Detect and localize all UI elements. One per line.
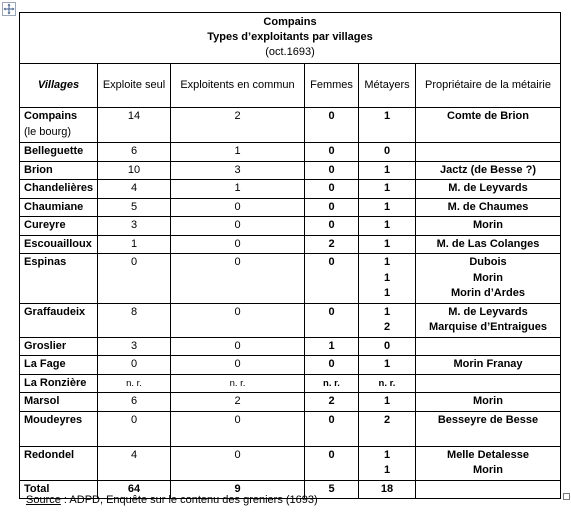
table-row: [20, 374, 561, 393]
proprietaire-cell: Comte de Brion: [416, 108, 561, 143]
seul-cell: 0: [98, 411, 171, 446]
commun-cell: 0: [171, 198, 305, 217]
femmes-cell: 0: [305, 356, 359, 375]
table-row: [20, 337, 561, 356]
femmes-cell: 0: [305, 161, 359, 180]
metayers-cell: 1 2: [359, 303, 416, 337]
village-cell: Espinas: [20, 254, 98, 304]
metayers-cell: 1: [359, 235, 416, 254]
table-row: [20, 198, 561, 217]
proprietaire-cell: M. de Chaumes: [416, 198, 561, 217]
femmes-cell: 0: [305, 217, 359, 236]
metayers-cell: 1: [359, 356, 416, 375]
proprietaire-cell: Dubois Morin Morin d’Ardes: [416, 254, 561, 304]
table-row: [20, 235, 561, 254]
metayers-cell: 1: [359, 393, 416, 412]
title-line-2: Types d’exploitants par villages: [207, 31, 373, 43]
proprietaire-cell: M. de Las Colanges: [416, 235, 561, 254]
femmes-cell: 0: [305, 254, 359, 304]
village-cell: Brion: [20, 161, 98, 180]
commun-cell: 0: [171, 446, 305, 480]
metayers-cell: 1: [359, 180, 416, 199]
metayers-cell: 1: [359, 108, 416, 143]
metayers-cell: 1: [359, 217, 416, 236]
header-row: [20, 64, 561, 108]
commun-cell: 0: [171, 411, 305, 446]
total-proprietaire: [416, 480, 561, 499]
header-metayers: Métayers: [359, 64, 416, 108]
metayers-cell: 1: [359, 198, 416, 217]
table-row: [20, 143, 561, 162]
commun-cell: 2: [171, 393, 305, 412]
femmes-cell: n. r.: [305, 374, 359, 393]
proprietaire-cell: Morin: [416, 393, 561, 412]
table-row: [20, 446, 561, 480]
village-cell: Escouailloux: [20, 235, 98, 254]
source-label: Source: [26, 494, 61, 506]
village-cell: Graffaudeix: [20, 303, 98, 337]
village-cell: La Fage: [20, 356, 98, 375]
metayers-cell: n. r.: [359, 374, 416, 393]
village-cell: Chandelières: [20, 180, 98, 199]
femmes-cell: 0: [305, 198, 359, 217]
village-cell: Chaumiane: [20, 198, 98, 217]
title-date: (oct.1693): [265, 46, 315, 58]
table-title: [20, 13, 561, 64]
commun-cell: n. r.: [171, 374, 305, 393]
commun-cell: 1: [171, 143, 305, 162]
table-move-handle-icon[interactable]: [2, 2, 16, 16]
femmes-cell: 0: [305, 303, 359, 337]
header-proprietaire: Propriétaire de la métairie: [416, 64, 561, 108]
source-note: [26, 494, 318, 506]
seul-cell: 4: [98, 446, 171, 480]
village-cell: Belleguette: [20, 143, 98, 162]
seul-cell: 3: [98, 337, 171, 356]
table-row: [20, 217, 561, 236]
commun-cell: 0: [171, 235, 305, 254]
villages-table: [19, 12, 561, 499]
commun-cell: 0: [171, 254, 305, 304]
metayers-cell: 1 1: [359, 446, 416, 480]
total-commun: 9: [171, 480, 305, 499]
total-seul: 64: [98, 480, 171, 499]
proprietaire-cell: M. de Leyvards: [416, 180, 561, 199]
proprietaire-cell: Besseyre de Besse: [416, 411, 561, 446]
seul-cell: 0: [98, 356, 171, 375]
femmes-cell: 2: [305, 235, 359, 254]
seul-cell: 3: [98, 217, 171, 236]
village-cell: Groslier: [20, 337, 98, 356]
table-row: [20, 161, 561, 180]
seul-cell: 14: [98, 108, 171, 143]
seul-cell: 5: [98, 198, 171, 217]
header-villages: Villages: [20, 64, 98, 108]
seul-cell: 6: [98, 143, 171, 162]
proprietaire-cell: Morin Franay: [416, 356, 561, 375]
commun-cell: 0: [171, 337, 305, 356]
title-line-1: Compains: [263, 16, 317, 28]
seul-cell: 8: [98, 303, 171, 337]
commun-cell: 0: [171, 303, 305, 337]
metayers-cell: 0: [359, 337, 416, 356]
seul-cell: 0: [98, 254, 171, 304]
metayers-cell: 2: [359, 411, 416, 446]
proprietaire-cell: [416, 143, 561, 162]
metayers-cell: 1 1 1: [359, 254, 416, 304]
commun-cell: 3: [171, 161, 305, 180]
femmes-cell: 1: [305, 337, 359, 356]
village-cell: Cureyre: [20, 217, 98, 236]
table-row: [20, 411, 561, 446]
table-row: [20, 303, 561, 337]
femmes-cell: 0: [305, 180, 359, 199]
seul-cell: 4: [98, 180, 171, 199]
commun-cell: 1: [171, 180, 305, 199]
village-cell: Marsol: [20, 393, 98, 412]
seul-cell: 1: [98, 235, 171, 254]
proprietaire-cell: M. de Leyvards Marquise d’Entraigues: [416, 303, 561, 337]
proprietaire-cell: [416, 337, 561, 356]
total-femmes: 5: [305, 480, 359, 499]
seul-cell: n. r.: [98, 374, 171, 393]
femmes-cell: 0: [305, 108, 359, 143]
table-row: [20, 180, 561, 199]
header-exploite-seul: Exploite seul: [98, 64, 171, 108]
village-cell: La Ronzière: [20, 374, 98, 393]
commun-cell: 2: [171, 108, 305, 143]
proprietaire-cell: Morin: [416, 217, 561, 236]
table-row: [20, 356, 561, 375]
village-cell: Redondel: [20, 446, 98, 480]
table-row: [20, 108, 561, 143]
femmes-cell: 2: [305, 393, 359, 412]
commun-cell: 0: [171, 217, 305, 236]
proprietaire-cell: [416, 374, 561, 393]
table-resize-handle[interactable]: [563, 493, 570, 500]
femmes-cell: 0: [305, 446, 359, 480]
proprietaire-cell: Jactz (de Besse ?): [416, 161, 561, 180]
village-cell: Moudeyres: [20, 411, 98, 446]
total-metayers: 18: [359, 480, 416, 499]
header-femmes: Femmes: [305, 64, 359, 108]
seul-cell: 6: [98, 393, 171, 412]
table-row: [20, 254, 561, 304]
metayers-cell: 0: [359, 143, 416, 162]
total-label: Total: [20, 480, 98, 499]
metayers-cell: 1: [359, 161, 416, 180]
commun-cell: 0: [171, 356, 305, 375]
femmes-cell: 0: [305, 411, 359, 446]
header-exploitents-commun: Exploitents en commun: [171, 64, 305, 108]
seul-cell: 10: [98, 161, 171, 180]
village-cell: Compains (le bourg): [20, 108, 98, 143]
source-text: : ADPD, Enquête sur le contenu des greniers (1693): [60, 494, 318, 506]
proprietaire-cell: Melle Detalesse Morin: [416, 446, 561, 480]
table-row: [20, 393, 561, 412]
femmes-cell: 0: [305, 143, 359, 162]
